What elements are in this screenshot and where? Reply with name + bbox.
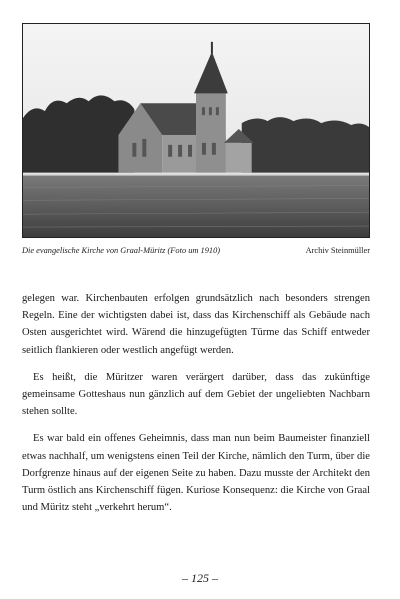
paragraph: Es heißt, die Müritzer waren verärgert darüber, dass das zukünftige gemeinsame Gotteshaus nun gänzlich auf dem Gebiet der ungeliebten Nachbarn stehen sollte.	[22, 371, 370, 418]
paragraph: gelegen war. Kirchenbauten erfolgen grundsätzlich nach besonders strengen Regeln. Eine der wichtigsten dabei ist, dass das Kirchenschiff als Gebäude nach Osten ausgerichtet wird. Wärend die hinzugefügten Türme das Schiff entweder seitlich flankieren oder westlich angefügt werden.	[22, 293, 370, 356]
page-number: – 125 –	[182, 571, 218, 585]
church-photo-image	[23, 24, 369, 237]
church-photo	[22, 23, 370, 238]
figure-credit: Archiv Steinmüller	[305, 246, 370, 255]
paragraph: Es war bald ein offenes Geheimnis, dass man nun beim Baumeister finanziell etwas nachhalf, um wenigstens einen Teil der Kirche, nämlich den Turm, über die Dorfgrenze hinaus auf der eigenen Seite zu haben. Dazu musste der Architekt den Turm östlich ans Kirchenschiff fügen. Kuriose Konsequenz: die Kirche von Graal und Müritz steht „verkehrt herum“.	[22, 433, 370, 514]
figure-caption: Die evangelische Kirche von Graal-Müritz (Foto um 1910)	[22, 246, 221, 255]
body-text	[22, 290, 370, 526]
